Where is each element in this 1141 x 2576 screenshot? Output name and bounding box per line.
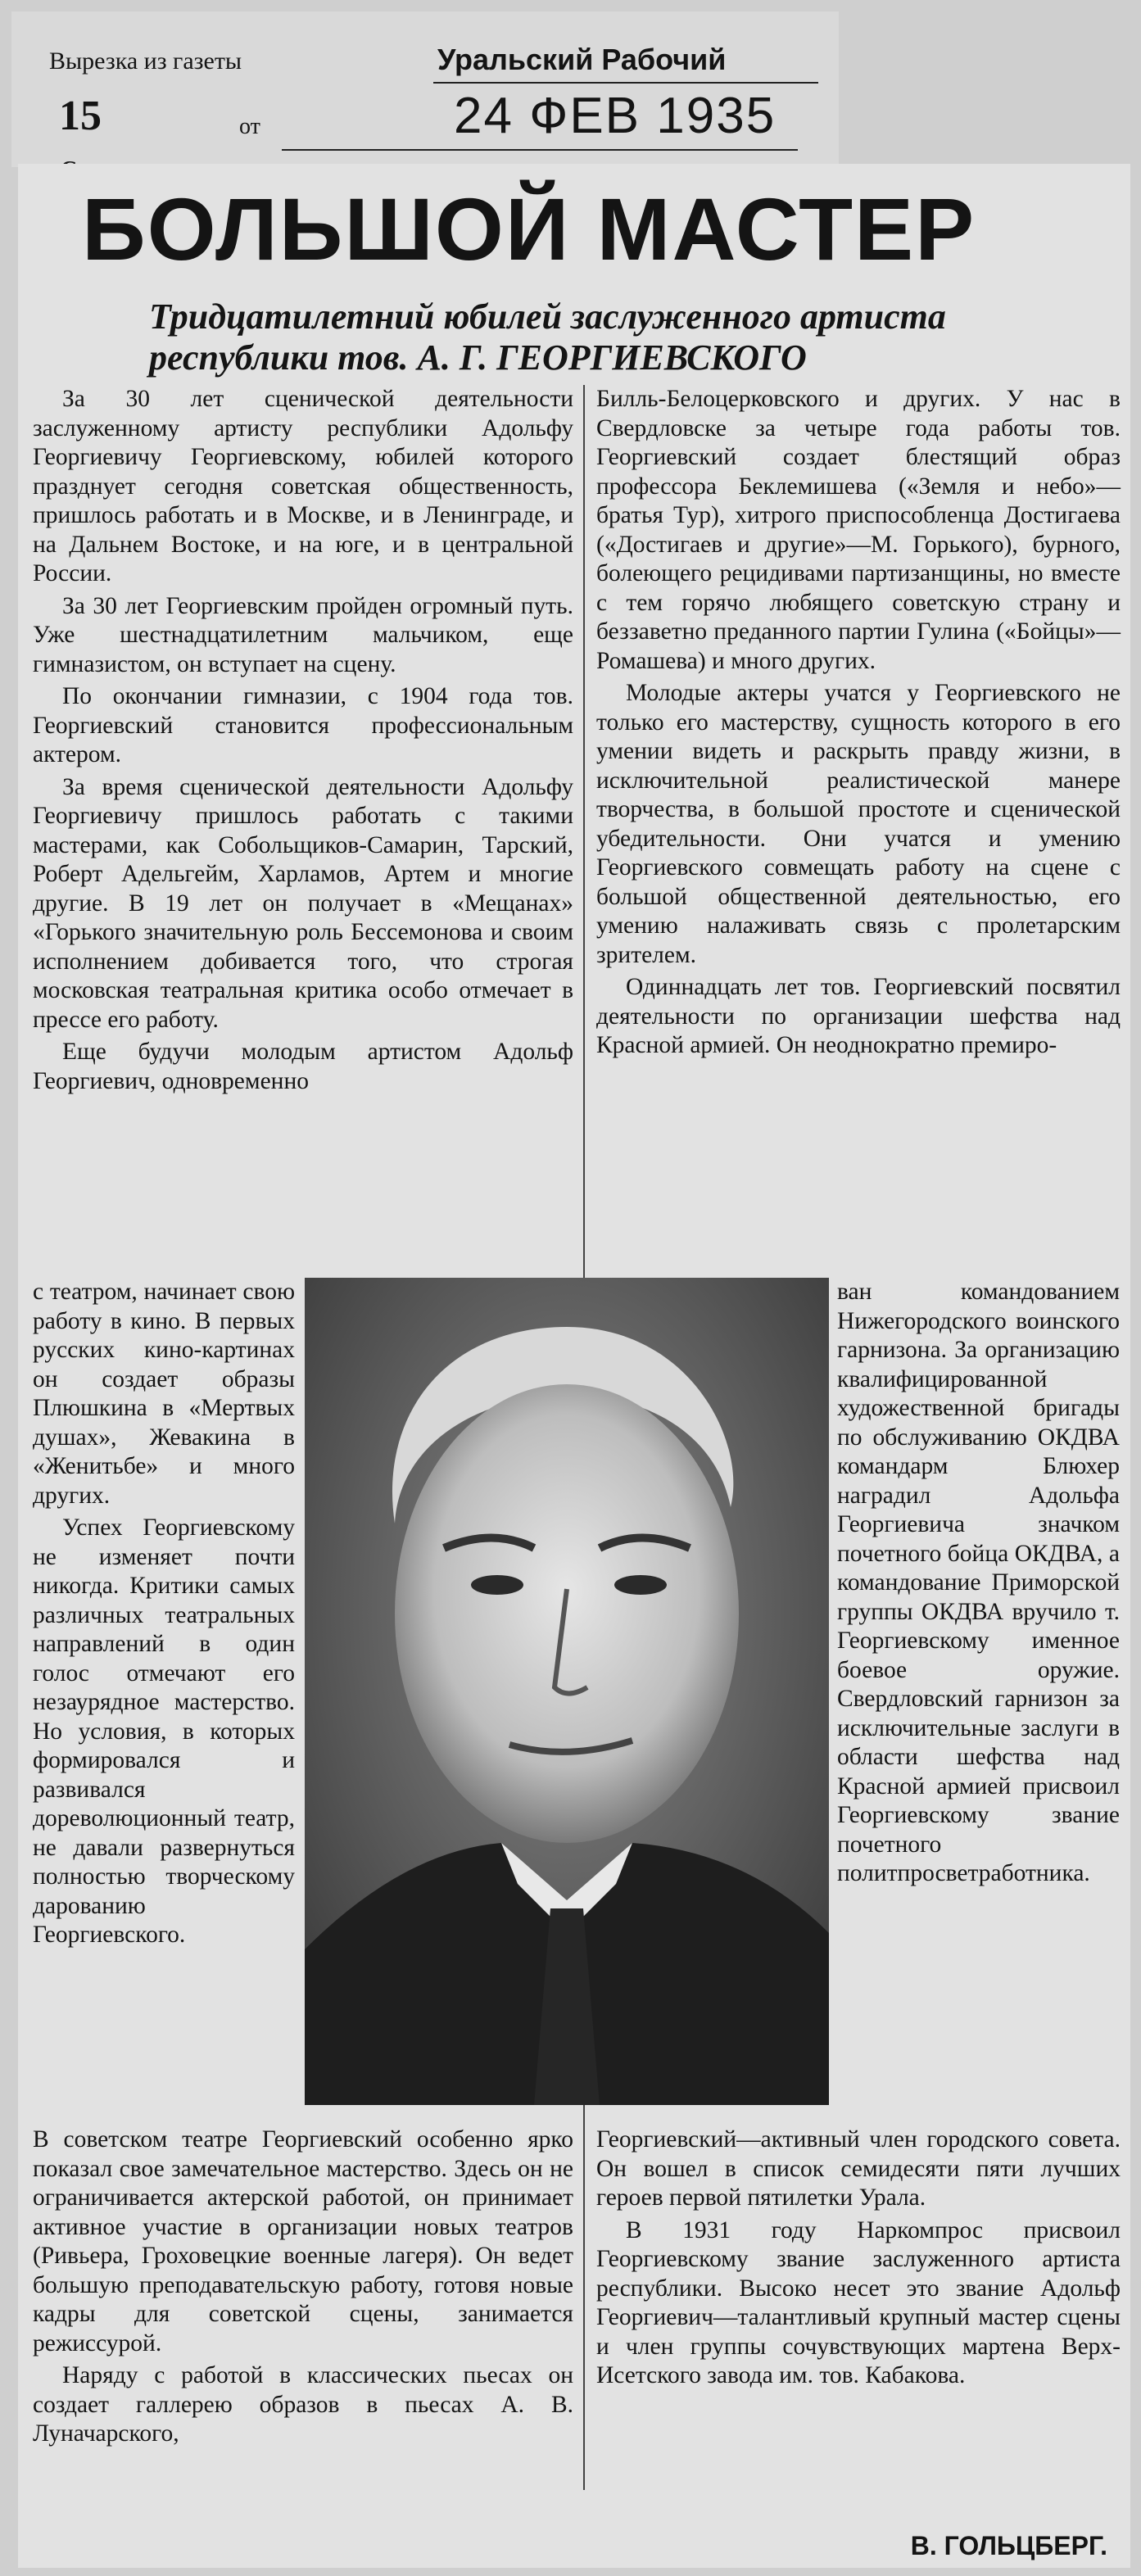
author-signature: В. ГОЛЬЦБЕРГ.: [910, 2531, 1107, 2560]
stamp-line: [282, 149, 798, 151]
article-column-2-bottom: [596, 2126, 1121, 2394]
paragraph: За время сценической деятельности Адольфу Георгиевичу пришлось работать с такими мастерами, как Собольщиков-Самарин, Тарский, Роберт Адельгейм, Харламов, Артем и многие другие. В 19 лет он получает в «Мещанах» «Горького значительную роль Бессемонова и своим исполнением добивается того, что строгая московская театральная критика особо отмечает в прессе его работу.: [33, 773, 573, 1033]
paragraph: ван командованием Нижегородского воинского гарнизона. За организацию квалифицированной художественной бригады по обслуживанию ОКДВА командарм Блюхер наградил Адольфа Георгиевича значком почетного бойца ОКДВА, а командование Приморской группы ОКДВА вручило т. Георгиевскому именное боевое оружие. Свердловский гарнизон за исключительные заслуги в области шефства над Красной армией присвоил Георгиевскому звание почетного политпросветработника.: [837, 1279, 1120, 1886]
paragraph: Наряду с работой в классических пьесах он создает галлерею образов в пьесах А. В. Луначарского,: [33, 2362, 573, 2447]
paragraph: В советском театре Георгиевский особенно ярко показал свое замечательное мастерство. Здесь он не ограничивается актерской работой, он принимает активное участие в организации новых театров (Ривьера, Гроховецкие военные лагеря). Он ведет большую преподавательскую работу, готовя новые кадры для советской сцены, занимается режиссурой.: [33, 2126, 573, 2356]
clipping-stamp: [11, 11, 839, 167]
article-column-2-continued: [837, 1278, 1120, 1892]
paragraph: Еще будучи молодым артистом Адольф Георгиевич, одновременно: [33, 1039, 573, 1094]
article-column-1-continued: [33, 1278, 295, 1954]
paragraph: Георгиевский—активный член городского совета. Он вошел в список семидесяти пяти лучших героев первой пятилетки Урала.: [596, 2126, 1121, 2211]
article-column-2: [596, 385, 1121, 1064]
portrait-image: [305, 1278, 829, 2105]
clipping-date: 24 ФЕВ 1935: [454, 88, 777, 144]
newspaper-clipping: [18, 164, 1130, 2568]
paragraph: Одиннадцать лет тов. Георгиевский посвятил деятельности по организации шефства над Красной армией. Он неоднократно премиро-: [596, 974, 1121, 1058]
article-headline: БОЛЬШОЙ МАСТЕР: [82, 179, 976, 278]
from-label: от: [239, 114, 260, 139]
paragraph: Билль-Белоцерковского и других. У нас в Свердловске за четыре года работы тов. Георгиевский создает блестящий образ профессора Беклемишева («Земля и небо»—братья Тур), хитрого приспособленца Достигаева («Достигаев и другие»—М. Горького), бурного, болеющего рецидивами партизанщины, но вместе с тем горячо любящего советскую страну и беззаветно преданного партии Гулина («Бойцы»—Ромашева) и много других.: [596, 386, 1121, 674]
paragraph: В 1931 году Наркомпрос присвоил Георгиевскому звание заслуженного артиста республики. Высоко несет это звание Адольф Георгиевич—талантливый крупный мастер сцены и член группы сочувствующих мартена Верх-Исетского завода им. тов. Кабакова.: [596, 2216, 1121, 2388]
clipping-number: 15: [59, 93, 102, 139]
paragraph: Молодые актеры учатся у Георгиевского не только его мастерству, сущность которого в его умении видеть и раскрыть правду жизни, в исключительной реалистической манере творчества, в большой простоте и сценической убедительности. Они учатся и умению Георгиевского совмещать работу на сцене с большой общественной деятельностью, его умению налаживать связь с пролетарским зрителем.: [596, 680, 1121, 968]
paragraph: Успех Георгиевскому не изменяет почти никогда. Критики самых различных театральных направлений в один голос отмечают его незаурядное мастерство. Но условия, в которых формировался и развивался дореволюционный театр, не давали развернуться полностью творческому дарованию Георгиевского.: [33, 1514, 295, 1948]
article-column-1: [33, 385, 573, 1099]
paragraph: За 30 лет Георгиевским пройден огромный путь. Уже шестнадцатилетним мальчиком, еще гимназистом, он вступает на сцену.: [33, 592, 573, 677]
clipping-label: Вырезка из газеты: [49, 48, 242, 75]
article-column-1-bottom: [33, 2126, 573, 2452]
paragraph: По окончании гимназии, с 1904 года тов. Георгиевский становится профессиональным актером.: [33, 683, 573, 767]
article-subtitle: Тридцатилетний юбилей заслуженного артиста республики тов. А. Г. ГЕОРГИЕВСКОГО: [149, 297, 946, 378]
stamp-line: [433, 82, 818, 84]
paragraph: За 30 лет сценической деятельности заслуженному артисту республики Адольфу Георгиевичу Георгиевскому, юбилей которого празднует сегодня советская общественность, пришлось работать и в Москве, и в Ленинграде, и на Дальнем Востоке, и на юге, и в центральной России.: [33, 386, 573, 586]
portrait-photo: [305, 1278, 829, 2105]
paragraph: с театром, начинает свою работу в кино. В первых русских кино-картинах он создает образы Плюшкина в «Мертвых душах», Жевакина в «Женитьбе» и много других.: [33, 1279, 295, 1509]
newspaper-name: Уральский Рабочий: [437, 43, 727, 76]
